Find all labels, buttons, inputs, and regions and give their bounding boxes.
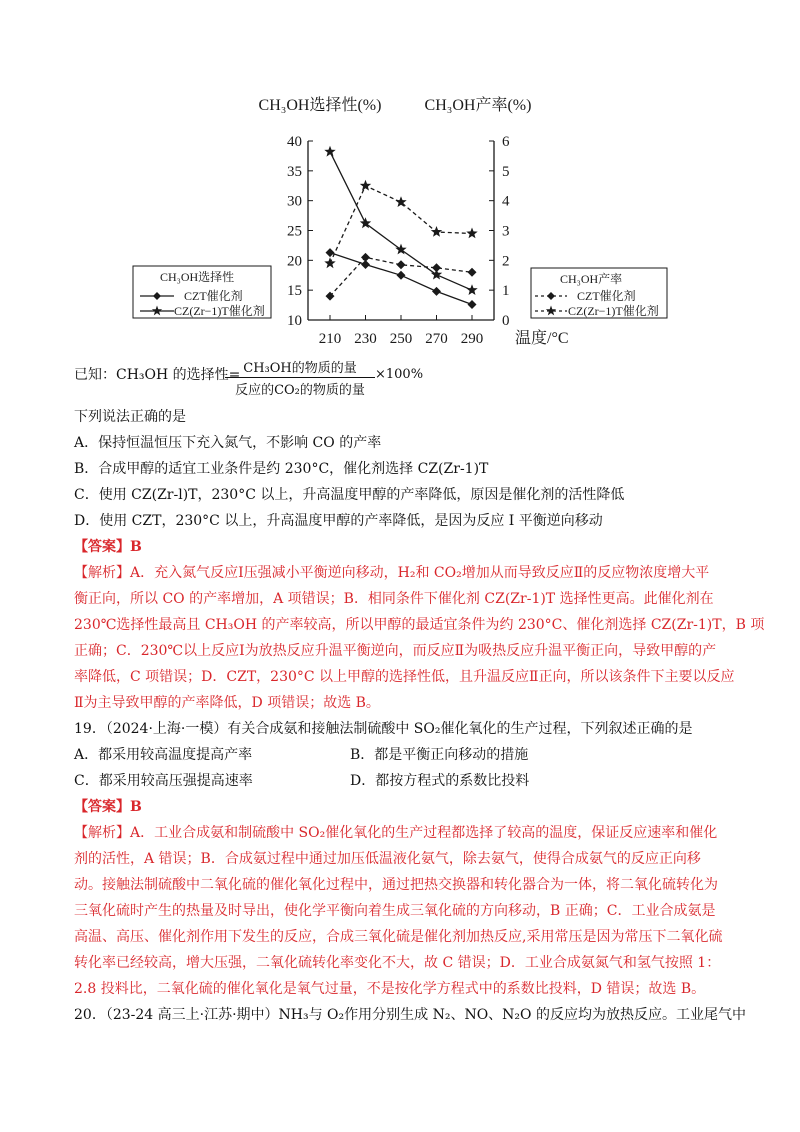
legend-selectivity-item-czt: CZT催化剂 xyxy=(184,289,243,303)
right-tick-label: 5 xyxy=(502,163,510,180)
left-tick-label: 25 xyxy=(287,223,302,240)
star-data-point xyxy=(466,228,477,239)
fraction-denominator: 反应的CO₂的物质的量 xyxy=(235,383,365,398)
fraction-numerator: CH₃OH的物质的量 xyxy=(225,357,375,378)
diamond-data-point xyxy=(432,287,441,296)
question-stem: 下列说法正确的是 xyxy=(74,409,186,425)
methanol-chart xyxy=(130,88,670,358)
left-tick-label: 40 xyxy=(287,134,302,150)
selectivity-definition xyxy=(74,364,240,386)
star-data-point xyxy=(466,284,477,295)
right-tick-label: 4 xyxy=(502,193,510,210)
q18-answer: 【答案】B xyxy=(74,539,142,555)
q19-explanation-line: 剂的活性，A 错误；B．合成氨过程中通过加压低温液化氨气，除去氨气，使得合成氨气的反应正向移 xyxy=(74,851,701,867)
star-data-point xyxy=(324,146,335,157)
selectivity-fraction xyxy=(225,357,375,398)
diamond-data-point xyxy=(468,268,477,277)
legend-yield-item-czt: CZT催化剂 xyxy=(577,289,636,303)
legend-yield xyxy=(531,268,667,318)
formula-prefix: 已知：CH₃OH 的选择性= xyxy=(74,367,241,383)
q18-explanation-line: 【解析】A．充入氮气反应Ⅰ压强减小平衡逆向移动，H₂和 CO₂增加从而导致反应Ⅱ的反应物浓度增大平 xyxy=(74,565,710,581)
q19-option-c: C．都采用较高压强提高速率 xyxy=(74,773,253,789)
diamond-data-point xyxy=(397,271,406,280)
diamond-data-point xyxy=(397,260,406,269)
q19-explanation-line: 2.8 投料比，二氧化硫的催化氧化是氧气过量，不是按化学方程式中的系数比投料，D 错误；故选 B。 xyxy=(74,981,706,997)
diamond-data-point xyxy=(468,300,477,309)
diamond-data-point xyxy=(432,263,441,272)
right-tick-label: 3 xyxy=(502,223,510,240)
q19-option-a: A．都采用较高温度提高产率 xyxy=(74,747,253,763)
x-tick-label: 210 xyxy=(318,331,342,347)
legend-selectivity-title: CH₃OH选择性 xyxy=(160,270,235,284)
legend-yield-item-czzr1t: CZ(Zr−1)T催化剂 xyxy=(568,304,659,318)
series-line xyxy=(330,152,472,291)
legend-selectivity xyxy=(133,266,271,318)
star-data-point xyxy=(360,180,371,191)
series-0 xyxy=(326,248,477,309)
q18-option-b: B．合成甲醇的适宜工业条件是约 230°C，催化剂选择 CZ(Zr-1)T xyxy=(74,461,489,477)
q18-option-c: C．使用 CZ(Zr-l)T，230°C 以上，升高温度甲醇的产率降低，原因是催化剂的活性降低 xyxy=(74,487,625,503)
legend-yield-title: CH₃OH产率 xyxy=(560,272,623,286)
left-axis-title: CH₃OH选择性(%) xyxy=(258,97,382,114)
right-tick-label: 2 xyxy=(502,253,510,270)
right-tick-label: 6 xyxy=(502,134,510,150)
x-tick-label: 290 xyxy=(460,331,484,347)
q19-explanation-line: 三氧化硫时产生的热量及时导出，使化学平衡向着生成三氧化硫的方向移动，B 正确；C．工业合成氨是 xyxy=(74,903,716,919)
q18-explanation-line: 230℃选择性最高且 CH₃OH 的产率较高，所以甲醇的最适宜条件为约 230°C、催化剂选择 CZ(Zr-1)T，B 项 xyxy=(74,617,765,633)
legend-selectivity-item-czzr1t: CZ(Zr−1)T催化剂 xyxy=(174,304,265,318)
q18-explanation-line: Ⅱ为主导致甲醇的产率降低，D 项错误；故选 B。 xyxy=(74,695,380,711)
q19-answer: 【答案】B xyxy=(74,799,142,815)
q18-explanation-line: 率降低，C 项错误；D．CZT，230°C 以上甲醇的选择性低，且升温反应Ⅱ正向，所以该条件下主要以反应 xyxy=(74,669,735,685)
q19-option-d: D．都按方程式的系数比投料 xyxy=(350,773,530,789)
left-tick-label: 35 xyxy=(287,163,302,180)
x-axis-title: 温度/°C xyxy=(515,330,569,347)
q19-stem: 19．（2024·上海·一模）有关合成氨和接触法制硫酸中 SO₂催化氧化的生产过程，下列叙述正确的是 xyxy=(74,721,693,737)
q20-stem: 20．（23-24 高三上·江苏·期中）NH₃与 O₂作用分别生成 N₂、NO、N₂O 的反应均为放热反应。工业尾气中 xyxy=(74,1007,746,1023)
star-data-point xyxy=(431,226,442,237)
left-tick-label: 30 xyxy=(287,193,302,210)
left-tick-label: 20 xyxy=(287,253,302,270)
q19-explanation-line: 动。接触法制硫酸中二氧化硫的催化氧化过程中，通过把热交换器和转化器合为一体，将二氧化硫转化为 xyxy=(74,877,718,893)
q18-explanation-line: 衡正向，所以 CO 的产率增加，A 项错误；B．相同条件下催化剂 CZ(Zr-1)T 选择性更高。此催化剂在 xyxy=(74,591,714,607)
diamond-data-point xyxy=(326,292,335,301)
right-tick-label: 0 xyxy=(502,313,510,329)
right-axis-title: CH₃OH产率(%) xyxy=(424,97,532,114)
x-tick-label: 230 xyxy=(354,331,377,347)
star-data-point xyxy=(324,257,335,268)
left-tick-label: 15 xyxy=(287,283,302,300)
q19-option-b: B．都是平衡正向移动的措施 xyxy=(350,747,529,763)
formula-suffix: ×100% xyxy=(375,367,424,382)
right-tick-label: 1 xyxy=(502,283,510,300)
q19-explanation-line: 转化率已经较高，增大压强，二氧化硫转化率变化不大，故 C 错误；D．工业合成氨氮气和氢气按照 1： xyxy=(74,955,721,971)
x-tick-label: 270 xyxy=(425,331,448,347)
q18-option-a: A．保持恒温恒压下充入氮气，不影响 CO 的产率 xyxy=(74,435,382,451)
left-tick-label: 10 xyxy=(287,313,302,329)
q19-explanation-line: 【解析】A．工业合成氨和制硫酸中 SO₂催化氧化的生产过程都选择了较高的温度，保证反应速率和催化 xyxy=(74,825,718,841)
q18-explanation-line: 正确；C．230℃以上反应Ⅰ为放热反应升温平衡逆向，而反应Ⅱ为吸热反应升温平衡正向，导致甲醇的产 xyxy=(74,643,717,659)
series-3 xyxy=(324,180,477,268)
q19-explanation-line: 高温、高压、催化剂作用下发生的反应，合成三氧化硫是催化剂加热反应,采用常压是因为常压下二氧化硫 xyxy=(74,929,723,945)
q18-option-d: D．使用 CZT，230°C 以上，升高温度甲醇的产率降低，是因为反应 Ⅰ 平衡逆向移动 xyxy=(74,513,603,529)
diamond-data-point xyxy=(361,253,370,262)
x-tick-label: 250 xyxy=(389,331,413,347)
